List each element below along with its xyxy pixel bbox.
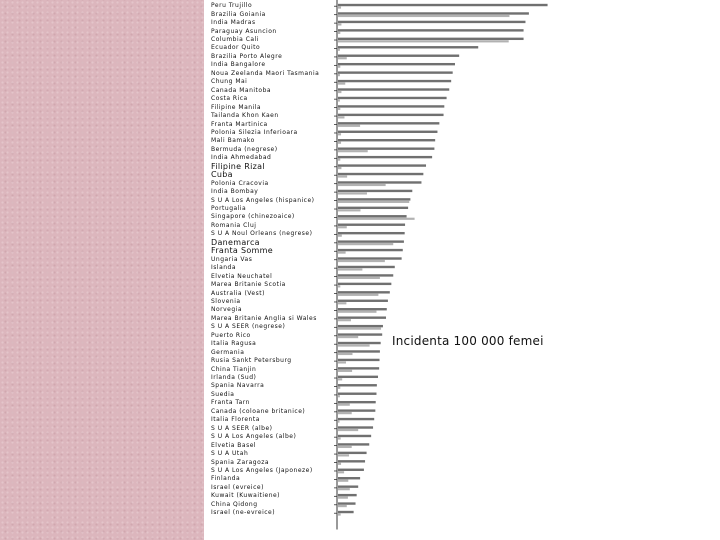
- category-label: India Ahmedabad: [211, 154, 272, 162]
- bar-series-2: [338, 184, 386, 186]
- category-label: Costa Rica: [211, 95, 248, 103]
- category-label: Cuba: [211, 170, 233, 180]
- bar-series-1: [338, 181, 421, 183]
- bar-series-2: [338, 40, 509, 42]
- bar-series-1: [338, 469, 364, 471]
- category-label: Brazilia Goiania: [211, 10, 266, 18]
- chart-area: [324, 0, 720, 540]
- bar-series-1: [338, 418, 374, 420]
- bar-series-2: [338, 378, 342, 380]
- bar-series-1: [338, 435, 371, 437]
- category-label: China Qidong: [211, 500, 258, 508]
- category-label: Singapore (chinezoaice): [211, 213, 295, 221]
- bar-series-2: [338, 23, 341, 25]
- bar-series-1: [338, 97, 447, 99]
- category-label: Elvetia Neuchatel: [211, 272, 273, 280]
- bar-series-2: [338, 99, 340, 101]
- bar-series-2: [338, 505, 347, 507]
- bar-series-2: [338, 395, 340, 397]
- category-label: S U A Utah: [211, 450, 249, 458]
- bar-series-2: [338, 66, 340, 68]
- bar-series-1: [338, 4, 548, 6]
- bar-series-2: [338, 82, 345, 84]
- bar-series-2: [338, 471, 344, 473]
- category-label: Slovenia: [211, 297, 241, 305]
- bar-series-2: [338, 142, 341, 144]
- category-label: Franta Somme: [211, 246, 273, 256]
- bar-series-1: [338, 164, 426, 166]
- category-label: Spania Navarra: [211, 382, 265, 390]
- category-label: Elvetia Basel: [211, 441, 257, 449]
- bar-series-1: [338, 55, 459, 57]
- bar-series-2: [338, 387, 340, 389]
- bar-series-1: [338, 316, 386, 318]
- category-label: Franta Martinica: [211, 120, 268, 128]
- category-label: Spania Zaragoza: [211, 458, 270, 466]
- bar-series-2: [338, 454, 349, 456]
- bar-series-2: [338, 420, 340, 422]
- category-label: Portugalia: [211, 205, 247, 213]
- category-label: Australia (Vest): [211, 289, 265, 297]
- bar-series-2: [338, 201, 409, 203]
- category-label: S U A Los Angeles (hispanice): [211, 196, 315, 204]
- bar-series-2: [338, 319, 351, 321]
- bar-series-2: [338, 497, 348, 499]
- category-label: Canada (coloane britanice): [211, 407, 306, 415]
- bar-series-2: [338, 209, 360, 211]
- bar-series-2: [338, 15, 509, 17]
- bar-series-1: [338, 249, 403, 251]
- category-label: S U A Noul Orleans (negrese): [211, 230, 313, 238]
- category-label-panel: [204, 0, 324, 540]
- category-label: Polonia Silezia Inferioara: [211, 128, 298, 136]
- bar-series-2: [338, 285, 340, 287]
- bar-series-1: [338, 88, 449, 90]
- category-label: Polonia Cracovia: [211, 179, 269, 187]
- bar-series-2: [338, 251, 346, 253]
- bar-series-1: [338, 29, 524, 31]
- bar-series-1: [338, 232, 405, 234]
- bar-series-1: [338, 283, 391, 285]
- bar-series-2: [338, 488, 350, 490]
- category-label: Romania Cluj: [211, 221, 257, 229]
- bar-series-2: [338, 361, 346, 363]
- bar-series-1: [338, 367, 379, 369]
- bar-series-2: [338, 328, 381, 330]
- bar-series-1: [338, 224, 405, 226]
- bar-series-1: [338, 12, 529, 14]
- bar-series-1: [338, 156, 432, 158]
- bar-series-1: [338, 426, 373, 428]
- category-label: S U A Los Angeles (Japoneze): [211, 466, 313, 474]
- bar-series-1: [338, 190, 412, 192]
- bar-series-1: [338, 266, 395, 268]
- bar-series-1: [338, 384, 377, 386]
- bar-series-1: [338, 291, 390, 293]
- bar-series-2: [338, 6, 341, 8]
- category-label: Kuwait (Kuwaitiene): [211, 492, 281, 500]
- bar-series-2: [338, 74, 340, 76]
- bar-series-1: [338, 393, 376, 395]
- bar-series-2: [338, 294, 378, 296]
- category-label: Finlanda: [211, 475, 241, 483]
- category-label: Paraguay Asuncion: [211, 27, 277, 35]
- bar-series-2: [338, 57, 347, 59]
- category-label: Bermuda (negrese): [211, 145, 278, 153]
- category-label: Rusia Sankt Petersburg: [211, 357, 292, 365]
- bar-series-1: [338, 63, 455, 65]
- bar-series-2: [338, 463, 341, 465]
- category-label: Ecuador Quito: [211, 44, 261, 52]
- bar-series-2: [338, 235, 342, 237]
- bar-series-2: [338, 344, 370, 346]
- category-label: Mali Bamako: [211, 137, 255, 145]
- category-label: Franta Tarn: [211, 399, 250, 407]
- category-label: Italia Ragusa: [211, 340, 257, 348]
- bar-series-1: [338, 122, 439, 124]
- bar-series-1: [338, 131, 437, 133]
- bar-series-2: [338, 32, 340, 34]
- category-label: Marea Britanie Scotia: [211, 281, 286, 289]
- bar-series-1: [338, 300, 388, 302]
- bar-series-2: [338, 353, 352, 355]
- bar-series-1: [338, 333, 382, 335]
- bar-series-2: [338, 116, 344, 118]
- category-label: S U A SEER (albe): [211, 424, 273, 432]
- bar-series-2: [338, 108, 340, 110]
- bar-series-1: [338, 198, 410, 200]
- bar-series-1: [338, 207, 408, 209]
- category-label: Israel (evreice): [211, 483, 264, 491]
- bar-series-1: [338, 325, 383, 327]
- bar-series-1: [338, 376, 378, 378]
- category-label: Suedia: [211, 390, 235, 398]
- bar-series-1: [338, 147, 434, 149]
- category-label: India Bangalore: [211, 61, 266, 69]
- bar-series-2: [338, 226, 347, 228]
- bar-series-2: [338, 446, 352, 448]
- category-label: Filipine Rizal: [211, 161, 265, 171]
- bar-series-1: [338, 477, 360, 479]
- category-label: S U A Los Angeles (albe): [211, 433, 297, 441]
- category-label: Germania: [211, 348, 245, 356]
- category-label: Italia Florenta: [211, 416, 260, 424]
- bar-series-1: [338, 21, 525, 23]
- category-label: Brazilia Porto Alegre: [211, 52, 283, 60]
- bar-series-1: [338, 215, 407, 217]
- category-label: India Madras: [211, 19, 256, 27]
- category-label: S U A SEER (negrese): [211, 323, 286, 331]
- bar-series-2: [338, 302, 346, 304]
- category-label: India Bombay: [211, 188, 259, 196]
- bar-series-1: [338, 511, 354, 513]
- category-label: Israel (ne-evreice): [211, 509, 276, 517]
- category-label: Chung Mai: [211, 78, 248, 86]
- bar-series-1: [338, 342, 381, 344]
- bar-series-1: [338, 240, 404, 242]
- bar-series-2: [338, 412, 352, 414]
- bar-series-1: [338, 38, 524, 40]
- bar-series-2: [338, 175, 347, 177]
- bar-series-2: [338, 260, 385, 262]
- bar-series-2: [338, 49, 340, 51]
- bar-series-1: [338, 274, 393, 276]
- category-label: Danemarca: [211, 237, 260, 247]
- category-labels: [204, 0, 324, 540]
- bar-series-2: [338, 370, 352, 372]
- bar-series-2: [338, 192, 367, 194]
- bar-series-1: [338, 409, 375, 411]
- bar-series-1: [338, 257, 402, 259]
- bar-series-2: [338, 243, 393, 245]
- bar-series-1: [338, 494, 357, 496]
- category-label: Ungaria Vas: [211, 255, 253, 263]
- bar-series-2: [338, 91, 341, 93]
- bar-series-1: [338, 502, 356, 504]
- bar-series-1: [338, 485, 358, 487]
- category-label: Marea Britanie Anglia si Wales: [211, 314, 317, 322]
- category-label: Norvegia: [211, 306, 243, 314]
- category-label: China Tianjin: [211, 365, 257, 373]
- bar-series-2: [338, 513, 341, 515]
- bar-series-1: [338, 460, 365, 462]
- bar-series-2: [338, 311, 376, 313]
- bar-series-1: [338, 452, 367, 454]
- bar-series-2: [338, 125, 360, 127]
- bar-series-2: [338, 133, 341, 135]
- category-label: Irlanda (Sud): [211, 374, 257, 382]
- bar-series-1: [338, 71, 453, 73]
- bar-series-2: [338, 429, 358, 431]
- category-label: Noua Zeelanda Maori Tasmania: [211, 69, 320, 77]
- bar-series-1: [338, 401, 376, 403]
- bar-series-1: [338, 308, 387, 310]
- bar-series-2: [338, 480, 348, 482]
- category-label: Puerto Rico: [211, 331, 251, 339]
- category-label: Filipine Manila: [211, 103, 262, 111]
- bar-series-2: [338, 404, 350, 406]
- bar-series-2: [338, 218, 415, 220]
- bar-series-2: [338, 167, 341, 169]
- category-label: Tailanda Khon Kaen: [211, 112, 279, 120]
- bar-series-2: [338, 277, 380, 279]
- bar-series-1: [338, 173, 423, 175]
- category-label: Canada Manitoba: [211, 86, 272, 94]
- bar-series-2: [338, 159, 340, 161]
- bar-chart: [324, 0, 720, 540]
- bar-series-2: [338, 268, 362, 270]
- bar-series-1: [338, 46, 478, 48]
- bar-series-2: [338, 150, 368, 152]
- category-label: Peru Trujillo: [211, 2, 253, 10]
- bar-series-1: [338, 359, 380, 361]
- bar-series-2: [338, 437, 341, 439]
- bar-series-1: [338, 139, 435, 141]
- chart-title: Incidenta 100 000 femei: [392, 334, 544, 348]
- bar-series-1: [338, 105, 444, 107]
- category-label: Columbia Cali: [211, 36, 259, 44]
- bar-series-1: [338, 443, 369, 445]
- bar-series-1: [338, 114, 444, 116]
- bar-series-1: [338, 350, 380, 352]
- bar-series-1: [338, 80, 451, 82]
- category-label: Islanda: [211, 264, 237, 272]
- bar-series-2: [338, 336, 358, 338]
